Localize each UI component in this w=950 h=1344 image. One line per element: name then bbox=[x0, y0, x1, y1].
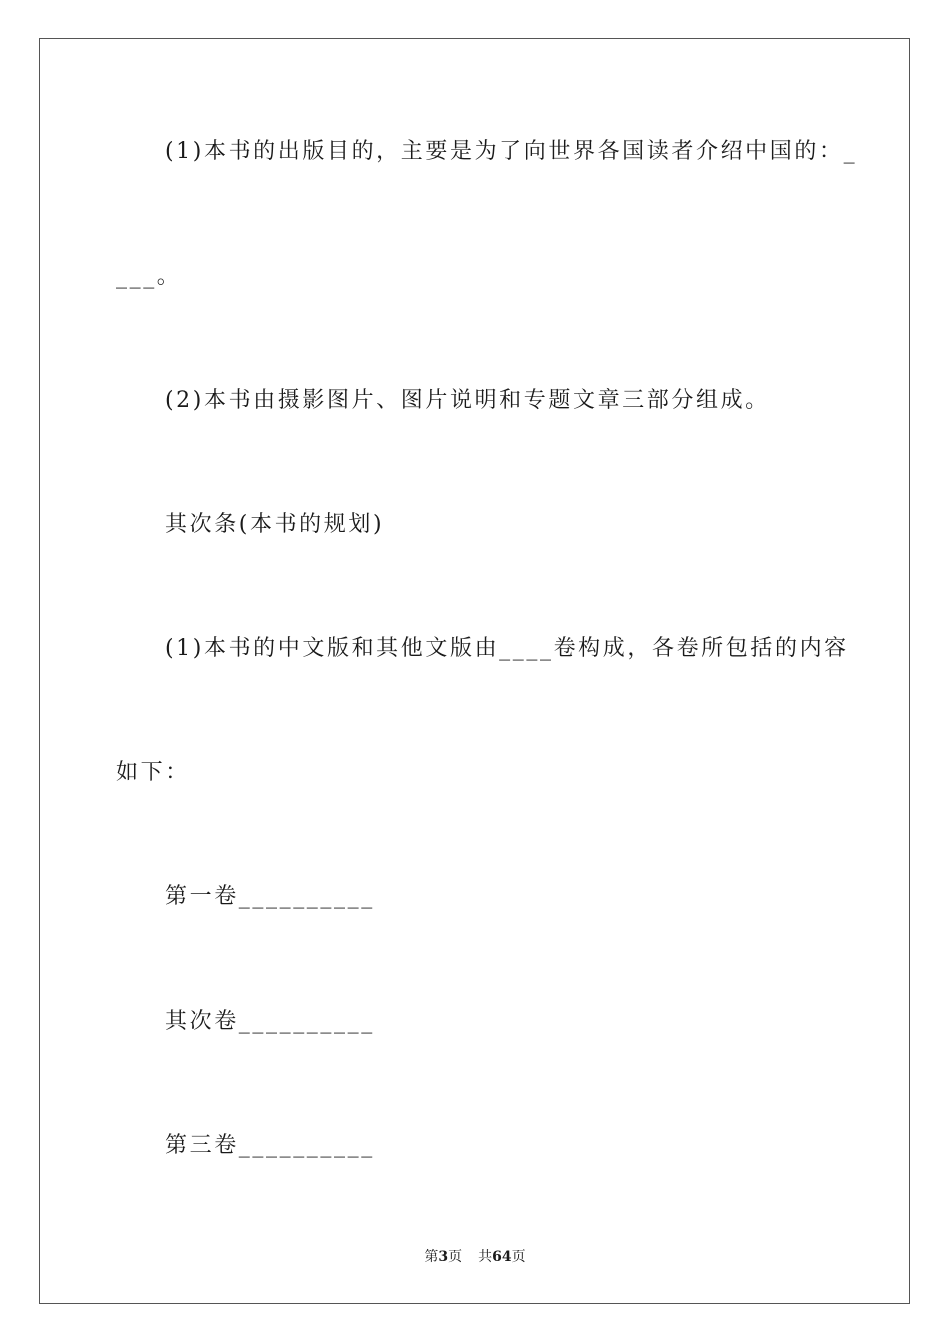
paragraph-purpose-continuation: ___。 bbox=[116, 264, 182, 289]
volume-three-line: 第三卷__________ bbox=[165, 1133, 375, 1158]
footer-total-pages: 64 bbox=[492, 1249, 512, 1265]
footer-page-prefix: 第 bbox=[424, 1249, 439, 1265]
article-heading-book-plan: 其次条(本书的规划) bbox=[165, 512, 385, 537]
footer-page-suffix: 页 bbox=[448, 1249, 463, 1265]
paragraph-book-composition: (2)本书由摄影图片、图片说明和专题文章三部分组成。 bbox=[165, 388, 770, 413]
volume-one-line: 第一卷__________ bbox=[165, 884, 375, 909]
paragraph-structure-continuation: 如下： bbox=[116, 760, 190, 785]
page-footer bbox=[0, 1247, 950, 1267]
footer-page-number: 3 bbox=[438, 1249, 449, 1265]
footer-total-prefix: 共 bbox=[478, 1249, 493, 1265]
paragraph-volume-structure: (1)本书的中文版和其他文版由____卷构成，各卷所包括的内容 bbox=[165, 636, 849, 661]
paragraph-publication-purpose: (1)本书的出版目的，主要是为了向世界各国读者介绍中国的：_ bbox=[165, 139, 858, 164]
volume-two-line: 其次卷__________ bbox=[165, 1009, 375, 1034]
footer-total-suffix: 页 bbox=[511, 1249, 526, 1265]
page-frame bbox=[39, 38, 910, 1304]
